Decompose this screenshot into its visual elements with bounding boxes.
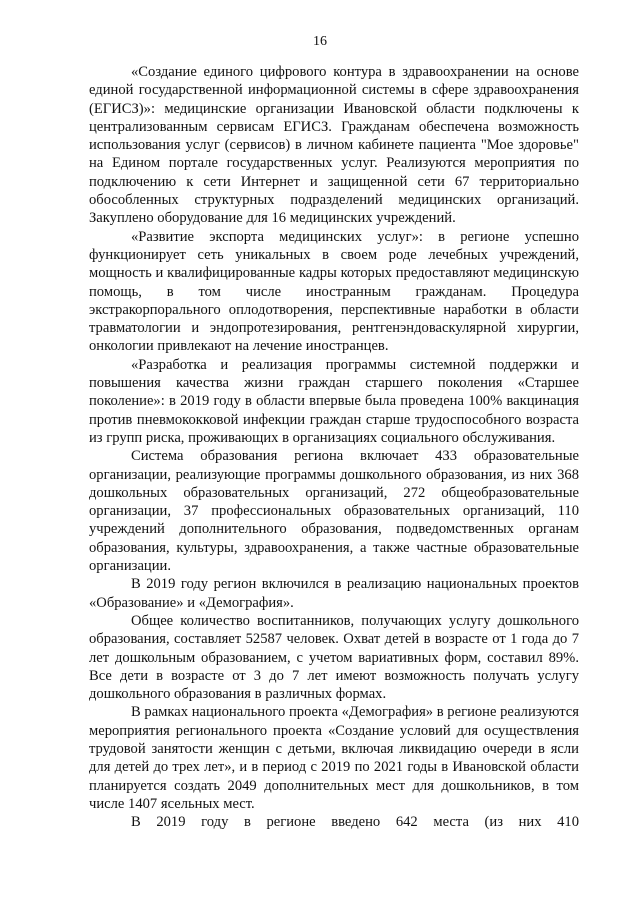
paragraph-egisz: «Создание единого цифрового контура в здравоохранении на основе единой государственной информационной системы в сфере здравоохранения (ЕГИСЗ)»: медицинские организации Ивановской области подключены к централизованным сервисам ЕГИСЗ. Гражданам обеспечена возможность использования услуг (сервисов) в личном кабинете пациента "Мое здоровье" на Едином портале государственных услуг. Реализуются мероприятия по подключению к сети Интернет и защищенной сети 67 территориально обособленных структурных подразделений медицинских организаций. Закуплено оборудование для 16 медицинских учреждений. bbox=[89, 64, 579, 227]
paragraph-older-generation: «Разработка и реализация программы системной поддержки и повышения качества жизни граждан старшего поколения «Старшее поколение»: в 2019 году в области впервые была проведена 100% вакцинация против пневмококковой инфекции граждан старше трудоспособного возраста из групп риска, проживающих в организациях социального обслуживания. bbox=[89, 356, 579, 446]
paragraph-preschool-coverage: Общее количество воспитанников, получающих услугу дошкольного образования, составляет 52587 человек. Охват детей в возрасте от 1 года до 7 лет дошкольным образованием, с учетом вариативных форм, составил 89%. Все дети в возрасте от 3 до 7 лет имеют возможность получать услугу дошкольного образования в различных формах. bbox=[89, 612, 579, 703]
document-body bbox=[89, 63, 579, 831]
paragraph-new-places: В 2019 году в регионе введено 642 места (из них 410 bbox=[131, 814, 579, 831]
paragraph-national-projects: В 2019 году регион включился в реализацию национальных проектов «Образование» и «Демография». bbox=[89, 576, 579, 611]
paragraph-demography-project: В рамках национального проекта «Демография» в регионе реализуются мероприятия регионального проекта «Создание условий для осуществления трудовой занятости женщин с детьми, включая ликвидацию очереди в ясли для детей до трех лет», и в период с 2019 по 2021 годы в Ивановской области планируется создать 2049 дополнительных мест для дошкольников, в том числе 1407 ясельных мест. bbox=[89, 704, 579, 812]
paragraph-education-system: Система образования региона включает 433 образовательные организации, реализующие программы дошкольного образования, из них 368 дошкольных образовательных организаций, 272 общеобразовательные организации, 37 профессиональных образовательных организаций, 110 учреждений дополнительного образования, подведомственных органам образования, культуры, здравоохранения, а также частные образовательные организации. bbox=[89, 448, 579, 575]
page-number: 16 bbox=[313, 34, 327, 49]
paragraph-medical-export: «Развитие экспорта медицинских услуг»: в регионе успешно функционирует сеть уникальных в своем роде лечебных учреждений, мощность и квалифицированные кадры которых предоставляют медицинскую помощь, в том числе иностранным гражданам. Процедура экстракорпорального оплодотворения, перспективные наработки в области травматологии и эндопротезирования, рентгенэндоваскулярной хирургии, онкологии привлекают на лечение иностранцев. bbox=[89, 228, 579, 355]
